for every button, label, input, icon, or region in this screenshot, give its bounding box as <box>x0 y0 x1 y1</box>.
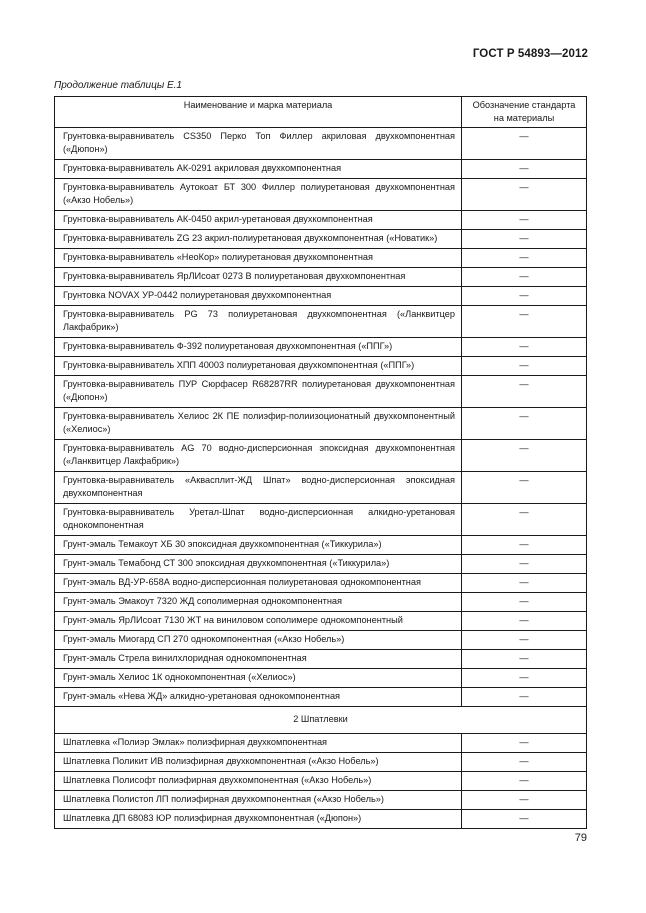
table-row <box>55 772 587 791</box>
material-name-cell: Грунтовка-выравниватель АК-0450 акрил-уретановая двухкомпонентная <box>55 211 462 230</box>
standard-cell: — <box>462 631 587 650</box>
standard-cell: — <box>462 650 587 669</box>
standard-cell: — <box>462 753 587 772</box>
table-row <box>55 128 587 160</box>
standard-cell: — <box>462 593 587 612</box>
standard-cell: — <box>462 772 587 791</box>
material-name-cell: Грунтовка-выравниватель Хелиос 2К ПЕ полиэфир-полиизоционатный двухкомпонентный («Хелиос») <box>55 408 462 440</box>
material-name-cell: Грунт-эмаль Эмакоут 7320 ЖД сополимерная однокомпонентная <box>55 593 462 612</box>
standard-cell: — <box>462 128 587 160</box>
standard-number: ГОСТ Р 54893—2012 <box>472 48 588 60</box>
section-row <box>55 707 587 734</box>
material-name-cell: Шпатлевка Полисофт полиэфирная двухкомпонентная («Акзо Нобель») <box>55 772 462 791</box>
table-row <box>55 440 587 472</box>
table-caption: Продолжение таблицы Е.1 <box>54 80 182 91</box>
table-row <box>55 179 587 211</box>
material-name-cell: Грунт-эмаль Темабонд СТ 300 эпоксидная двухкомпонентная («Тиккурила») <box>55 555 462 574</box>
table-row <box>55 734 587 753</box>
standard-cell: — <box>462 338 587 357</box>
material-name-cell: Грунт-эмаль «Нева ЖД» алкидно-уретановая однокомпонентная <box>55 688 462 707</box>
table-row <box>55 574 587 593</box>
table-row <box>55 504 587 536</box>
table-row <box>55 810 587 829</box>
standard-cell: — <box>462 211 587 230</box>
page-number: 79 <box>574 832 587 844</box>
material-name-cell: Грунт-эмаль Миогард СП 270 однокомпонентная («Акзо Нобель») <box>55 631 462 650</box>
standard-cell: — <box>462 555 587 574</box>
material-name-cell: Грунтовка-выравниватель CS350 Перко Топ Филлер акриловая двухкомпонентная («Дюпон») <box>55 128 462 160</box>
table-row <box>55 160 587 179</box>
table-section-putties <box>55 707 587 734</box>
standard-cell: — <box>462 179 587 211</box>
table-row <box>55 669 587 688</box>
standard-cell: — <box>462 574 587 593</box>
material-name-cell: Грунт-эмаль ВД-УР-658А водно-дисперсионная полиуретановая однокомпонентная <box>55 574 462 593</box>
material-name-cell: Шпатлевка Поликит ИВ полиэфирная двухкомпонентная («Акзо Нобель») <box>55 753 462 772</box>
standard-cell: — <box>462 306 587 338</box>
material-name-cell: Шпатлевка Полистоп ЛП полиэфирная двухкомпонентная («Акзо Нобель») <box>55 791 462 810</box>
material-name-cell: Грунт-эмаль Хелиос 1К однокомпонентная («Хелиос») <box>55 669 462 688</box>
standard-cell: — <box>462 791 587 810</box>
table-row <box>55 688 587 707</box>
table-row <box>55 753 587 772</box>
standard-cell: — <box>462 688 587 707</box>
material-name-cell: Шпатлевка ДП 68083 ЮР полиэфирная двухкомпонентная («Дюпон») <box>55 810 462 829</box>
standard-cell: — <box>462 734 587 753</box>
table-row <box>55 612 587 631</box>
material-name-cell: Грунтовка-выравниватель Ф-392 полиуретановая двухкомпонентная («ППГ») <box>55 338 462 357</box>
column-header-standard-line2: на материалы <box>493 113 555 123</box>
material-name-cell: Грунтовка-выравниватель «НеоКор» полиуретановая двухкомпонентная <box>55 249 462 268</box>
material-name-cell: Шпатлевка «Полиэр Эмлак» полиэфирная двухкомпонентная <box>55 734 462 753</box>
table-row <box>55 268 587 287</box>
material-name-cell: Грунтовка-выравниватель «Аквасплит-ЖД Шпат» водно-дисперсионная эпоксидная двухкомпонентная <box>55 472 462 504</box>
standard-cell: — <box>462 810 587 829</box>
table-row <box>55 230 587 249</box>
table-row <box>55 357 587 376</box>
table-row <box>55 211 587 230</box>
material-name-cell: Грунт-эмаль Стрела винилхлоридная однокомпонентная <box>55 650 462 669</box>
material-name-cell: Грунт-эмаль Темакоут ХБ 30 эпоксидная двухкомпонентная («Тиккурила») <box>55 536 462 555</box>
table-row <box>55 376 587 408</box>
table-body-putties <box>55 734 587 829</box>
table-row <box>55 287 587 306</box>
material-name-cell: Грунтовка-выравниватель ЯрЛИсоат 0273 В полиуретановая двухкомпонентная <box>55 268 462 287</box>
table-body-primers <box>55 128 587 707</box>
table-row <box>55 408 587 440</box>
table-header-row <box>55 97 587 128</box>
table-row <box>55 593 587 612</box>
standard-cell: — <box>462 160 587 179</box>
column-header-standard-line1: Обозначение стандарта <box>472 100 576 110</box>
material-name-cell: Грунтовка-выравниватель ZG 23 акрил-полиуретановая двухкомпонентная («Новатик») <box>55 230 462 249</box>
table-row <box>55 631 587 650</box>
table-row <box>55 249 587 268</box>
material-name-cell: Грунтовка-выравниватель ПУР Сюрфасер R68287RR полиуретановая двухкомпонентная («Дюпон») <box>55 376 462 408</box>
material-name-cell: Грунтовка-выравниватель PG 73 полиуретановая двухкомпонентная («Ланквитцер Лакфабрик») <box>55 306 462 338</box>
standard-cell: — <box>462 472 587 504</box>
standard-cell: — <box>462 230 587 249</box>
standard-cell: — <box>462 669 587 688</box>
standard-cell: — <box>462 440 587 472</box>
material-name-cell: Грунтовка NOVAX УР-0442 полиуретановая двухкомпонентная <box>55 287 462 306</box>
material-name-cell: Грунт-эмаль ЯрЛИсоат 7130 ЖТ на виниловом сополимере однокомпонентный <box>55 612 462 631</box>
standard-cell: — <box>462 357 587 376</box>
standard-cell: — <box>462 536 587 555</box>
table-row <box>55 338 587 357</box>
standard-cell: — <box>462 287 587 306</box>
column-header-standard <box>462 97 587 128</box>
table-row <box>55 650 587 669</box>
table-row <box>55 791 587 810</box>
column-header-name: Наименование и марка материала <box>55 97 462 128</box>
material-name-cell: Грунтовка-выравниватель Уретал-Шпат водно-дисперсионная алкидно-уретановая однокомпонентная <box>55 504 462 536</box>
standard-cell: — <box>462 504 587 536</box>
material-name-cell: Грунтовка-выравниватель Аутокоат БТ 300 Филлер полиуретановая двухкомпонентная («Акзо Нобель») <box>55 179 462 211</box>
table-row <box>55 472 587 504</box>
material-name-cell: Грунтовка-выравниватель AG 70 водно-дисперсионная эпоксидная двухкомпонентная («Ланквитцер Лакфабрик») <box>55 440 462 472</box>
standard-cell: — <box>462 268 587 287</box>
material-name-cell: Грунтовка-выравниватель АК-0291 акриловая двухкомпонентная <box>55 160 462 179</box>
section-heading: 2 Шпатлевки <box>55 707 587 734</box>
standard-cell: — <box>462 612 587 631</box>
table-row <box>55 555 587 574</box>
standard-cell: — <box>462 376 587 408</box>
material-name-cell: Грунтовка-выравниватель ХПП 40003 полиуретановая двухкомпонентная («ППГ») <box>55 357 462 376</box>
standard-cell: — <box>462 408 587 440</box>
materials-table <box>54 96 587 829</box>
table-row <box>55 536 587 555</box>
standard-cell: — <box>462 249 587 268</box>
table-row <box>55 306 587 338</box>
